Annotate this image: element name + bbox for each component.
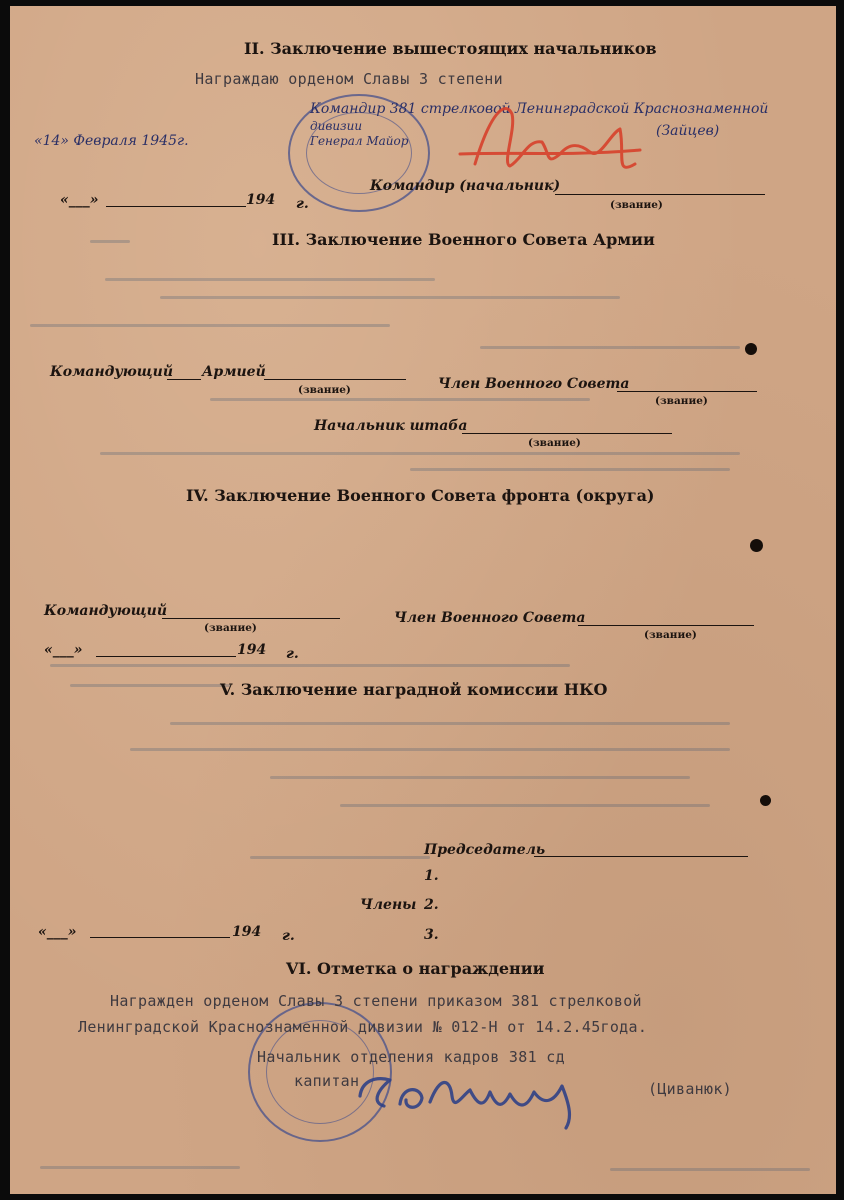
bleed-through-mark xyxy=(105,278,435,281)
bleed-through-mark xyxy=(90,240,130,243)
section-2-typed-resolution: Награждаю орденом Славы 3 степени xyxy=(195,70,503,88)
handwritten-commander-title: Командир 381 стрелковой Ленинградской Краснознаменной xyxy=(310,101,769,117)
bleed-through-mark xyxy=(170,722,730,725)
handwritten-date: «14» Февраля 1945г. xyxy=(34,133,189,149)
front-rank-caption: (звание) xyxy=(204,622,257,634)
section-5-heading: V. Заключение наградной комиссии НКО xyxy=(220,680,608,699)
army-commander-signature-line xyxy=(264,379,406,380)
handwritten-name: (Зайцев) xyxy=(656,123,720,139)
commission-date-suffix: г. xyxy=(282,928,295,944)
front-council-label: Член Военного Совета xyxy=(394,610,586,626)
punch-hole xyxy=(750,539,763,552)
blue-ink-signature xyxy=(350,1056,610,1136)
chief-of-staff-signature-line xyxy=(462,433,672,434)
bleed-through-mark xyxy=(100,452,740,455)
front-council-caption: (звание) xyxy=(644,629,697,641)
bleed-through-mark xyxy=(70,684,230,687)
bleed-through-mark xyxy=(50,664,570,667)
commission-date-year: 194 xyxy=(232,924,262,940)
document-sheet xyxy=(10,6,836,1194)
bleed-through-mark xyxy=(270,776,690,779)
members-label: Члены xyxy=(360,897,417,913)
bleed-through-mark xyxy=(340,804,710,807)
bleed-through-mark xyxy=(30,324,390,327)
bleed-through-mark xyxy=(160,296,620,299)
bleed-through-mark xyxy=(610,1168,810,1171)
front-date-suffix: г. xyxy=(286,646,299,662)
member-number-2: 2. xyxy=(424,897,439,913)
army-rank-caption: (звание) xyxy=(298,384,351,396)
handwritten-division: дивизии xyxy=(310,119,363,133)
award-typed-line-3: Начальник отделения кадров 381 сд xyxy=(257,1048,565,1066)
section-2-heading: II. Заключение вышестоящих начальников xyxy=(244,39,657,58)
handwritten-rank: Генерал Майор xyxy=(310,134,409,148)
chief-of-staff-label: Начальник штаба xyxy=(314,418,468,434)
section-4-heading: IV. Заключение Военного Совета фронта (округа) xyxy=(186,486,655,505)
commander-signature-line xyxy=(555,194,765,195)
bleed-through-mark xyxy=(410,468,730,471)
bleed-through-mark xyxy=(130,748,730,751)
section-3-heading: III. Заключение Военного Совета Армии xyxy=(272,230,655,249)
army-council-signature-line xyxy=(617,391,757,392)
front-date-prefix: «___» xyxy=(44,642,83,658)
front-date-year: 194 xyxy=(237,642,267,658)
front-commander-signature-line xyxy=(162,618,340,619)
army-label: Армией xyxy=(202,364,266,380)
bleed-through-mark xyxy=(250,856,430,859)
bleed-through-mark xyxy=(480,346,740,349)
commander-label: Командир (начальник) xyxy=(370,178,561,194)
front-date-blank-line xyxy=(96,656,236,657)
date-suffix: г. xyxy=(296,196,309,212)
chief-of-staff-caption: (звание) xyxy=(528,437,581,449)
punch-hole xyxy=(760,795,771,806)
army-commander-label: Командующий xyxy=(50,364,174,380)
date-blank-line xyxy=(106,206,246,207)
member-number-1: 1. xyxy=(424,868,439,884)
date-prefix: «___» xyxy=(60,192,99,208)
member-number-3: 3. xyxy=(424,927,439,943)
chairman-signature-line xyxy=(534,856,748,857)
commission-date-blank-line xyxy=(90,937,230,938)
front-commander-label: Командующий xyxy=(44,603,168,619)
commission-date-prefix: «___» xyxy=(38,924,77,940)
award-typed-line-4: капитан xyxy=(294,1072,360,1090)
rank-caption: (звание) xyxy=(610,199,663,211)
army-number-line xyxy=(167,379,201,380)
date-year: 194 xyxy=(246,192,276,208)
army-council-label: Член Военного Совета xyxy=(438,376,630,392)
front-council-signature-line xyxy=(578,625,754,626)
army-council-caption: (звание) xyxy=(655,395,708,407)
bleed-through-mark xyxy=(40,1166,240,1169)
award-typed-name: (Циванюк) xyxy=(648,1080,732,1098)
award-typed-line-2: Ленинградской Краснознаменной дивизии № 012-Н от 14.2.45года. xyxy=(78,1018,648,1036)
chairman-label: Председатель xyxy=(424,842,546,858)
award-typed-line-1: Награжден орденом Славы 3 степени приказом 381 стрелковой xyxy=(110,992,642,1010)
bleed-through-mark xyxy=(210,398,590,401)
punch-hole xyxy=(745,343,757,355)
section-6-heading: VI. Отметка о награждении xyxy=(286,959,545,978)
